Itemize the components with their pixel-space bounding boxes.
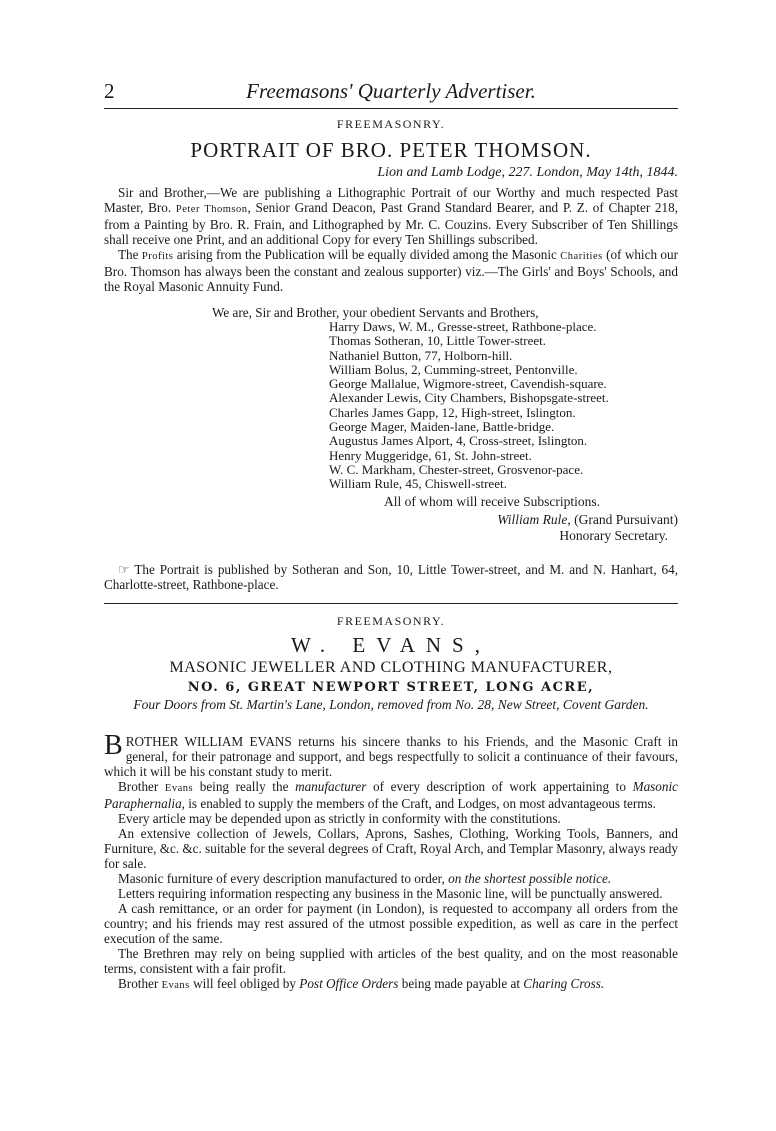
secretary-name: William Rule bbox=[497, 512, 568, 527]
list-item: William Bolus, 2, Cumming-street, Pentonville. bbox=[329, 361, 578, 377]
list-item: Augustus James Alport, 4, Cross-street, Islington. bbox=[329, 433, 588, 449]
notice-headline: PORTRAIT OF BRO. PETER THOMSON. bbox=[190, 138, 592, 162]
running-title: Freemasons' Quarterly Advertiser. bbox=[246, 79, 536, 103]
list-item: Henry Muggeridge, 61, St. John-street. bbox=[329, 447, 532, 463]
portrait-notice bbox=[104, 117, 679, 592]
notice-paragraph: The Profits arising from the Publication will be equally divided among the Masonic Charities (of which our Bro. Thomson has always been the constant and zealous supporter) viz.—The Girls' and Boys' Schools, and the Royal Masonic Annuity Fund. bbox=[104, 247, 678, 294]
list-item: Alexander Lewis, City Chambers, Bishopsgate-street. bbox=[329, 390, 609, 406]
advert-paragraph: Every article may be depended upon as strictly in conformity with the constitutions. bbox=[118, 811, 561, 826]
list-item: William Rule, 45, Chiswell-street. bbox=[329, 476, 507, 492]
header-rule bbox=[104, 108, 678, 109]
advert-paragraph: Brother Evans being really the manufacturer of every description of work appertaining to Masonic Paraphernalia, is enabled to supply the members of the Craft, and Lodges, on most advantageous terms. bbox=[104, 779, 678, 811]
advertiser-location: Four Doors from St. Martin's Lane, London, removed from No. 28, New Street, Covent Garden. bbox=[133, 697, 649, 712]
list-item: Charles James Gapp, 12, High-street, Islington. bbox=[329, 404, 576, 420]
list-item: Thomas Sotheran, 10, Little Tower-street. bbox=[329, 333, 547, 349]
section-label: FREEMASONRY. bbox=[336, 614, 446, 628]
advert-paragraph: Letters requiring information respecting any business in the Masonic line, will be punctually answered. bbox=[118, 886, 663, 901]
subscriptions-line: All of whom will receive Subscriptions. bbox=[384, 494, 600, 509]
advert-paragraph: BROTHER WILLIAM EVANS returns his sincere thanks to his Friends, and the Masonic Craft in general, for their patronage and support, and begs respectfully to solicit a continuance of their favours, which it will be his constant study to merit. bbox=[104, 730, 678, 779]
advert-paragraph: Masonic furniture of every description manufactured to order, on the shortest possible notice. bbox=[118, 871, 612, 886]
evans-advertisement bbox=[104, 614, 678, 1054]
publisher-footnote: ☞ The Portrait is published by Sotheran and Son, 10, Little Tower-street, and M. and N. Hanhart, 64, Charlotte-street, Rathbone-place. bbox=[104, 562, 679, 592]
list-item: Harry Daws, W. M., Gresse-street, Rathbone-place. bbox=[329, 319, 597, 334]
advert-body bbox=[104, 730, 678, 993]
secretary-role: Honorary Secretary. bbox=[559, 528, 668, 543]
advert-paragraph: A cash remittance, or an order for payment (in London), is requested to accompany all orders from the country; and his friends may rest assured of the utmost possible expedition, as well as care in the perfect execution of the same. bbox=[104, 901, 678, 946]
dateline: Lion and Lamb Lodge, 227. London, May 14th, 1844. bbox=[377, 165, 678, 180]
list-item: George Mallalue, Wigmore-street, Cavendish-square. bbox=[329, 376, 607, 392]
section-divider bbox=[104, 603, 678, 604]
name-smallcaps: Peter Thomson bbox=[175, 204, 248, 215]
advert-paragraph: An extensive collection of Jewels, Collars, Aprons, Sashes, Clothing, Working Tools, Banners, and Furniture, &c. &c. suitable for the several degrees of Craft, Royal Arch, and Templar Masonry, always ready for sale. bbox=[104, 826, 678, 871]
list-item: W. C. Markham, Chester-street, Grosvenor-pace. bbox=[329, 461, 584, 477]
advert-paragraph: Brother Evans will feel obliged by Post Office Orders being made payable at Charing Cross. bbox=[118, 976, 605, 991]
advertiser-name: W. EVANS, bbox=[291, 633, 491, 657]
running-head bbox=[104, 79, 678, 107]
notice-paragraph: Sir and Brother,—We are publishing a Lithographic Portrait of our Worthy and much respected Past Master, Bro. Peter Thomson, Senior Grand Deacon, Past Grand Standard Bearer, and P. Z. of Chapter 218, from a Painting by Bro. R. Frain, and Lithographed by Mr. C. Couzins. Every Subscriber of Ten Shillings shall receive one Print, and an additional Copy for every Ten Shillings subscribed. bbox=[104, 185, 678, 247]
list-item: George Mager, Maiden-lane, Battle-bridge. bbox=[329, 419, 555, 435]
signatory-list bbox=[329, 320, 609, 492]
list-item: Nathaniel Button, 77, Holborn-hill. bbox=[329, 347, 513, 363]
section-label: FREEMASONRY. bbox=[336, 117, 446, 131]
drop-cap: B bbox=[104, 730, 123, 761]
advertiser-trade: MASONIC JEWELLER AND CLOTHING MANUFACTURER, bbox=[169, 659, 613, 676]
notice-body bbox=[104, 185, 678, 294]
pointing-hand-icon: ☞ bbox=[118, 562, 130, 577]
advert-paragraph: The Brethren may rely on being supplied with articles of the best quality, and on the most reasonable terms, consistent with a fair profit. bbox=[104, 946, 678, 976]
closing-line: We are, Sir and Brother, your obedient Servants and Brothers, bbox=[212, 305, 539, 320]
advertiser-address: NO. 6, GREAT NEWPORT STREET, LONG ACRE, bbox=[187, 680, 595, 695]
page-number: 2 bbox=[104, 79, 115, 103]
secretary-signature: William Rule, (Grand Pursuivant) Honorary Secretary. bbox=[497, 512, 678, 543]
